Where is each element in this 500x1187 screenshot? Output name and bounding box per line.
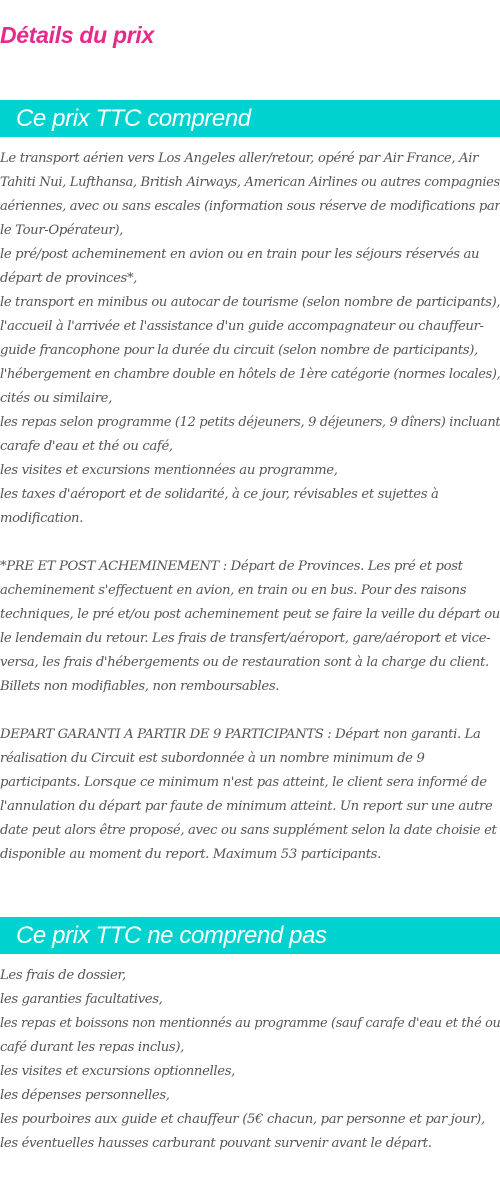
included-line: départ de provinces*, [0, 271, 138, 286]
included-line: le transport en minibus ou autocar de tourisme (selon nombre de participants), [0, 295, 500, 310]
not-included-line: les garanties facultatives, [0, 992, 163, 1007]
included-line: guide francophone pour la durée du circuit (selon nombre de participants), [0, 343, 478, 358]
pre-post-note-line: acheminement s'effectuent en avion, en train ou en bus. Pour des raisons [0, 583, 467, 598]
pre-post-note-line: *PRE ET POST ACHEMINEMENT : Départ de Provinces. Les pré et post [0, 559, 463, 574]
included-list [0, 147, 500, 531]
included-line: aériennes, avec ou sans escales (information sous réserve de modifications par [0, 199, 500, 214]
not-included-section-title: Ce prix TTC ne comprend pas [16, 922, 327, 949]
departure-note-line: l'annulation du départ par faute de minimum atteint. Un report sur une autre [0, 799, 493, 814]
included-line: Le transport aérien vers Los Angeles aller/retour, opéré par Air France, Air [0, 151, 479, 166]
not-included-line: Les frais de dossier, [0, 968, 126, 983]
pre-post-note-line: techniques, le pré et/ou post acheminement peut se faire la veille du départ ou [0, 607, 500, 622]
not-included-section-header [0, 917, 500, 954]
included-line: modification. [0, 511, 84, 526]
included-line: l'hébergement en chambre double en hôtels de 1ère catégorie (normes locales), [0, 367, 500, 382]
not-included-line: les dépenses personnelles, [0, 1088, 170, 1103]
included-line: l'accueil à l'arrivée et l'assistance d'un guide accompagnateur ou chauffeur- [0, 319, 484, 334]
included-line: cités ou similaire, [0, 391, 112, 406]
included-section-header [0, 100, 500, 137]
included-line: les visites et excursions mentionnées au programme, [0, 463, 338, 478]
pre-post-note-line: versa, les frais d'hébergements ou de restauration sont à la charge du client. [0, 655, 489, 670]
included-line: le pré/post acheminement en avion ou en train pour les séjours réservés au [0, 247, 480, 262]
not-included-section-body [0, 964, 500, 1156]
not-included-list [0, 964, 500, 1156]
departure-note [0, 723, 500, 867]
included-line: les repas selon programme (12 petits déjeuners, 9 déjeuners, 9 dîners) incluant [0, 415, 500, 430]
included-section-title: Ce prix TTC comprend [16, 105, 251, 132]
not-included-line: les visites et excursions optionnelles, [0, 1064, 235, 1079]
not-included-line: café durant les repas inclus), [0, 1040, 184, 1055]
departure-note-line: DEPART GARANTI A PARTIR DE 9 PARTICIPANTS : Départ non garanti. La [0, 727, 481, 742]
departure-note-line: réalisation du Circuit est subordonnée à un nombre minimum de 9 [0, 751, 425, 766]
not-included-line: les éventuelles hausses carburant pouvant survenir avant le départ. [0, 1136, 432, 1151]
paragraph-gap [0, 531, 500, 555]
not-included-line: les repas et boissons non mentionnés au programme (sauf carafe d'eau et thé ou [0, 1016, 500, 1031]
paragraph-gap [0, 699, 500, 723]
departure-note-line: participants. Lorsque ce minimum n'est pas atteint, le client sera informé de [0, 775, 487, 790]
departure-note-line: disponible au moment du report. Maximum 53 participants. [0, 847, 381, 862]
included-line: Tahiti Nui, Lufthansa, British Airways, American Airlines ou autres compagnies [0, 175, 500, 190]
pre-post-note-line: Billets non modifiables, non remboursables. [0, 679, 280, 694]
page-title: Détails du prix [0, 22, 154, 48]
included-line: le Tour-Opérateur), [0, 223, 123, 238]
included-line: les taxes d'aéroport et de solidarité, à ce jour, révisables et sujettes à [0, 487, 439, 502]
included-section-body [0, 147, 500, 867]
pre-post-note-line: le lendemain du retour. Les frais de transfert/aéroport, gare/aéroport et vice- [0, 631, 491, 646]
included-line: carafe d'eau et thé ou café, [0, 439, 173, 454]
departure-note-line: date peut alors être proposé, avec ou sans supplément selon la date choisie et [0, 823, 497, 838]
pre-post-note [0, 555, 500, 699]
not-included-line: les pourboires aux guide et chauffeur (5€ chacun, par personne et par jour), [0, 1112, 485, 1127]
